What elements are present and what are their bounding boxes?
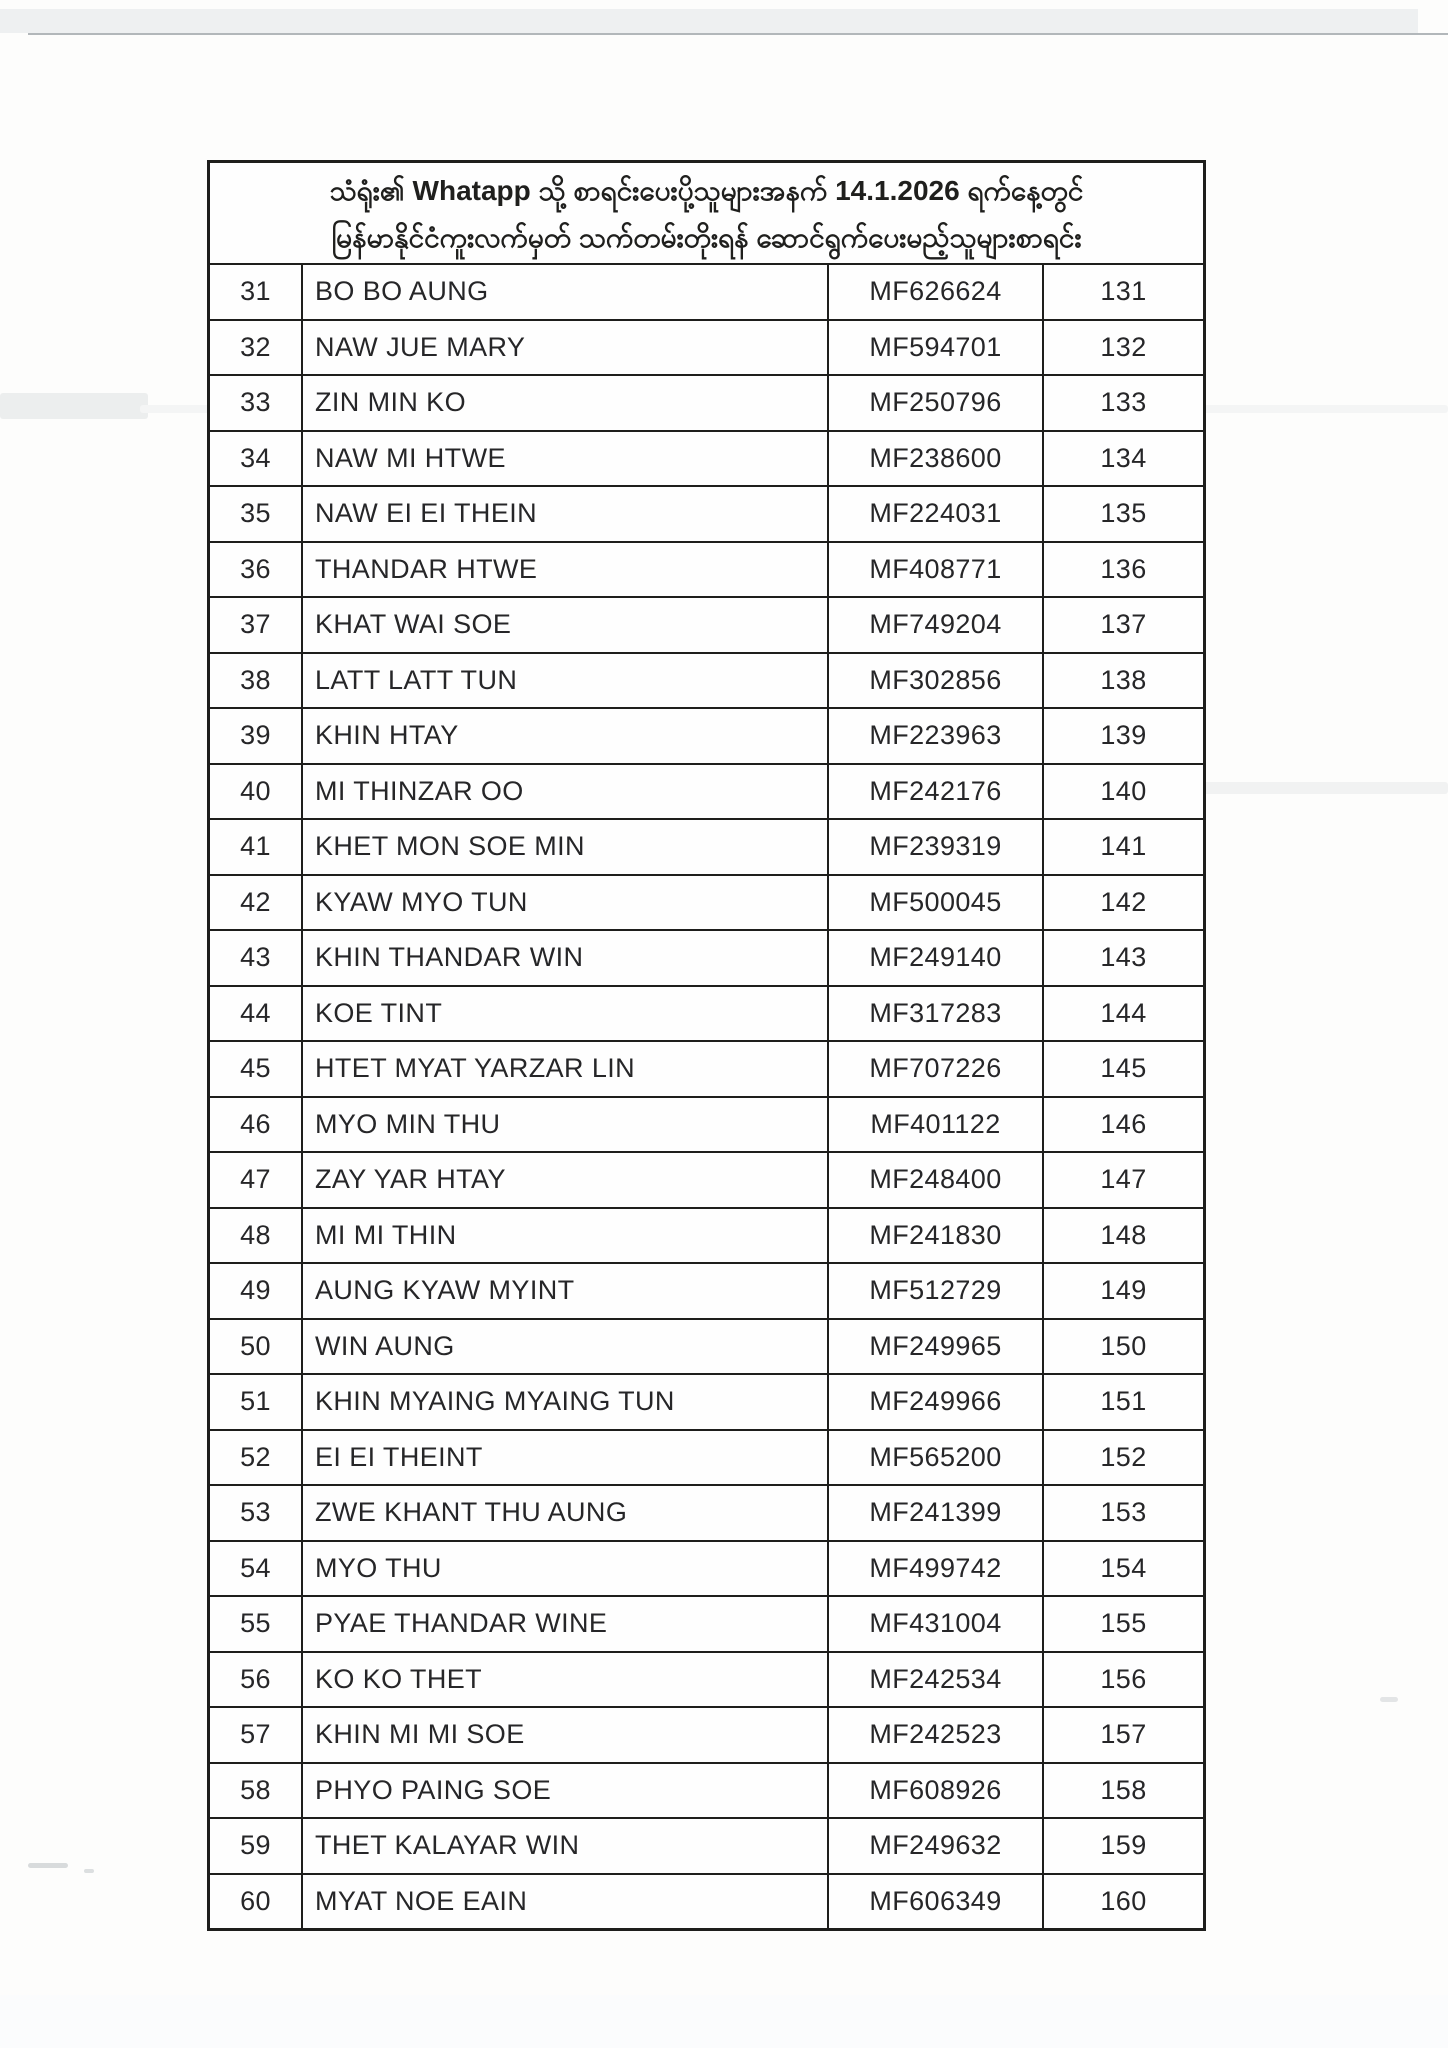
serial-number-cell: 158 [1100,1774,1147,1805]
serial-number-cell: 139 [1100,720,1147,751]
row-number-cell: 38 [210,654,303,708]
serial-number-cell: 146 [1100,1108,1147,1139]
name-cell: KYAW MYO TUN [303,876,829,930]
row-number-cell: 51 [210,1375,303,1429]
passport-number-cell: MF248400 [829,1153,1044,1207]
row-number-cell: 60 [210,1875,303,1929]
serial-number-cell: 154 [1100,1552,1147,1583]
passport-number-cell: MF626624 [829,265,1044,319]
row-number-cell: 43 [210,931,303,985]
row-number-cell: 57 [210,1708,303,1762]
name-cell: KHIN THANDAR WIN [303,931,829,985]
name-cell: MYO THU [303,1542,829,1596]
row-number-cell: 32 [210,321,303,375]
name-cell: MYAT NOE EAIN [303,1875,829,1929]
row-number-cell: 50 [210,1320,303,1374]
passport-number-cell: MF249966 [829,1375,1044,1429]
row-number-cell: 49 [210,1264,303,1318]
row-number-cell: 40 [210,765,303,819]
row-number-cell: 34 [210,432,303,486]
title-line-1: သံရုံး၏ Whatapp သို့ စာရင်းပေးပို့သူများအနက် 14.1.2026 ရက်နေ့တွင် [329,175,1084,206]
row-number-cell: 36 [210,543,303,597]
row-number-cell: 35 [210,487,303,541]
name-cell: EI EI THEINT [303,1431,829,1485]
table-row [210,876,1203,932]
serial-number-cell: 136 [1100,553,1147,584]
passport-number-cell: MF239319 [829,820,1044,874]
serial-number-cell: 140 [1100,775,1147,806]
table-body [210,265,1203,1928]
serial-number-cell: 137 [1100,609,1147,640]
passport-number-cell: MF401122 [829,1098,1044,1152]
scan-artifact-top-band [0,9,1418,33]
passport-number-cell: MF249632 [829,1819,1044,1873]
serial-number-cell: 143 [1100,942,1147,973]
name-cell: NAW JUE MARY [303,321,829,375]
table-row [210,265,1203,321]
scan-artifact-smudge [0,393,148,419]
serial-number-cell: 133 [1100,387,1147,418]
serial-number-cell: 153 [1100,1497,1147,1528]
name-cell: KHIN HTAY [303,709,829,763]
serial-number-cell: 159 [1100,1830,1147,1861]
row-number-cell: 48 [210,1209,303,1263]
scan-artifact-top-line [28,33,1448,35]
scan-artifact-dot [1380,1697,1398,1702]
table-row [210,1375,1203,1431]
serial-number-cell: 147 [1100,1164,1147,1195]
name-cell: MYO MIN THU [303,1098,829,1152]
table-row [210,1542,1203,1598]
name-cell: KOE TINT [303,987,829,1041]
table-row [210,1153,1203,1209]
table-row [210,1486,1203,1542]
name-cell: LATT LATT TUN [303,654,829,708]
table-row [210,987,1203,1043]
table-row [210,1708,1203,1764]
table-row [210,654,1203,710]
row-number-cell: 58 [210,1764,303,1818]
name-cell: THET KALAYAR WIN [303,1819,829,1873]
serial-number-cell: 152 [1100,1441,1147,1472]
table-row [210,820,1203,876]
name-cell: KHET MON SOE MIN [303,820,829,874]
serial-number-cell: 135 [1100,498,1147,529]
row-number-cell: 52 [210,1431,303,1485]
passport-number-cell: MF608926 [829,1764,1044,1818]
row-number-cell: 53 [210,1486,303,1540]
passport-number-cell: MF606349 [829,1875,1044,1929]
passport-number-cell: MF302856 [829,654,1044,708]
name-cell: KHIN MI MI SOE [303,1708,829,1762]
name-cell: WIN AUNG [303,1320,829,1374]
row-number-cell: 47 [210,1153,303,1207]
passport-number-cell: MF241399 [829,1486,1044,1540]
name-cell: HTET MYAT YARZAR LIN [303,1042,829,1096]
passport-number-cell: MF242176 [829,765,1044,819]
passport-number-cell: MF249140 [829,931,1044,985]
serial-number-cell: 141 [1100,831,1147,862]
table-row [210,598,1203,654]
table-row [210,931,1203,987]
name-cell: THANDAR HTWE [303,543,829,597]
serial-number-cell: 155 [1100,1608,1147,1639]
table-row [210,1431,1203,1487]
table-row [210,321,1203,377]
passport-number-cell: MF499742 [829,1542,1044,1596]
serial-number-cell: 134 [1100,442,1147,473]
serial-number-cell: 145 [1100,1053,1147,1084]
serial-number-cell: 142 [1100,886,1147,917]
table-row [210,1042,1203,1098]
row-number-cell: 45 [210,1042,303,1096]
row-number-cell: 46 [210,1098,303,1152]
name-cell: KHAT WAI SOE [303,598,829,652]
passport-number-cell: MF408771 [829,543,1044,597]
table-row [210,1597,1203,1653]
table-title [210,163,1203,265]
passport-number-cell: MF238600 [829,432,1044,486]
table-row [210,1819,1203,1875]
table-row [210,432,1203,488]
row-number-cell: 42 [210,876,303,930]
name-cell: KHIN MYAING MYAING TUN [303,1375,829,1429]
name-cell: PYAE THANDAR WINE [303,1597,829,1651]
passport-number-cell: MF317283 [829,987,1044,1041]
serial-number-cell: 160 [1100,1885,1147,1916]
table-row [210,1209,1203,1265]
serial-number-cell: 138 [1100,664,1147,695]
serial-number-cell: 157 [1100,1719,1147,1750]
name-cell: NAW MI HTWE [303,432,829,486]
passport-number-cell: MF250796 [829,376,1044,430]
passport-number-cell: MF512729 [829,1264,1044,1318]
passport-number-cell: MF749204 [829,598,1044,652]
table-row [210,1098,1203,1154]
passport-number-cell: MF241830 [829,1209,1044,1263]
table-row [210,1875,1203,1929]
passport-number-cell: MF242534 [829,1653,1044,1707]
table-row [210,487,1203,543]
table-row [210,1320,1203,1376]
name-cell: MI THINZAR OO [303,765,829,819]
passport-number-cell: MF565200 [829,1431,1044,1485]
row-number-cell: 37 [210,598,303,652]
serial-number-cell: 150 [1100,1330,1147,1361]
table-row [210,543,1203,599]
table-row [210,1653,1203,1709]
serial-number-cell: 149 [1100,1275,1147,1306]
serial-number-cell: 144 [1100,997,1147,1028]
row-number-cell: 44 [210,987,303,1041]
row-number-cell: 41 [210,820,303,874]
name-cell: KO KO THET [303,1653,829,1707]
passport-number-cell: MF249965 [829,1320,1044,1374]
name-cell: ZAY YAR HTAY [303,1153,829,1207]
serial-number-cell: 151 [1100,1386,1147,1417]
serial-number-cell: 132 [1100,331,1147,362]
passport-renewal-list-table [207,160,1206,1931]
passport-number-cell: MF223963 [829,709,1044,763]
passport-number-cell: MF594701 [829,321,1044,375]
row-number-cell: 56 [210,1653,303,1707]
row-number-cell: 39 [210,709,303,763]
row-number-cell: 55 [210,1597,303,1651]
row-number-cell: 54 [210,1542,303,1596]
scan-artifact-haze [0,1995,1448,2048]
scan-artifact-dash [84,1869,94,1873]
serial-number-cell: 156 [1100,1663,1147,1694]
serial-number-cell: 131 [1100,276,1147,307]
table-row [210,765,1203,821]
passport-number-cell: MF500045 [829,876,1044,930]
table-row [210,1764,1203,1820]
passport-number-cell: MF431004 [829,1597,1044,1651]
passport-number-cell: MF224031 [829,487,1044,541]
name-cell: MI MI THIN [303,1209,829,1263]
table-row [210,1264,1203,1320]
scan-artifact-dash [28,1863,68,1868]
serial-number-cell: 148 [1100,1219,1147,1250]
name-cell: PHYO PAING SOE [303,1764,829,1818]
title-line-2: မြန်မာနိုင်ငံကူးလက်မှတ် သက်တမ်းတိုးရန် ဆောင်ရွက်ပေးမည့်သူများစာရင်း [331,222,1082,253]
table-row [210,376,1203,432]
name-cell: AUNG KYAW MYINT [303,1264,829,1318]
row-number-cell: 31 [210,265,303,319]
passport-number-cell: MF242523 [829,1708,1044,1762]
name-cell: BO BO AUNG [303,265,829,319]
name-cell: ZIN MIN KO [303,376,829,430]
name-cell: NAW EI EI THEIN [303,487,829,541]
name-cell: ZWE KHANT THU AUNG [303,1486,829,1540]
table-row [210,709,1203,765]
passport-number-cell: MF707226 [829,1042,1044,1096]
row-number-cell: 33 [210,376,303,430]
row-number-cell: 59 [210,1819,303,1873]
